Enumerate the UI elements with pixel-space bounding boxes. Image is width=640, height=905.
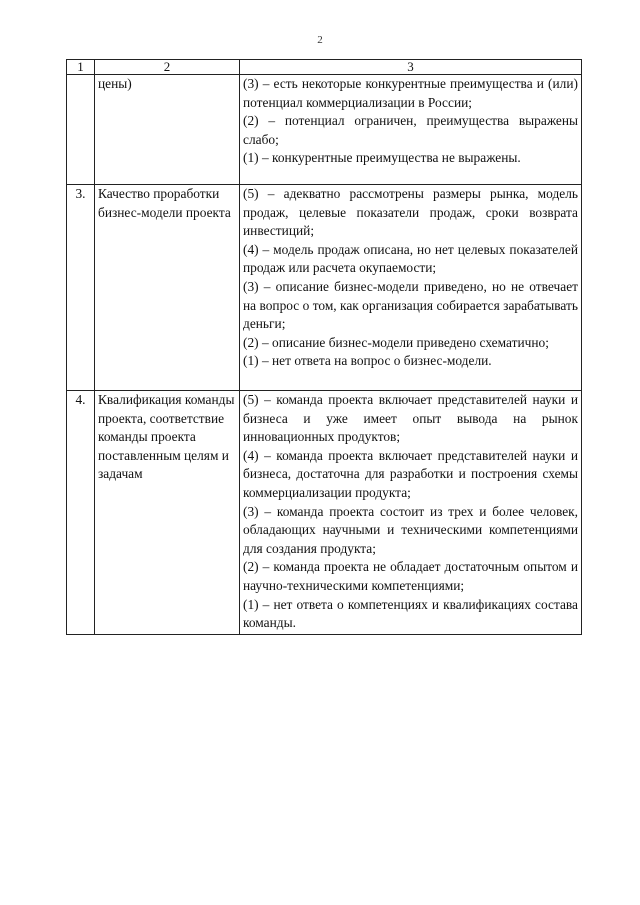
criterion-description bbox=[240, 75, 582, 185]
table-header-row bbox=[67, 60, 582, 75]
score-item: (5) – команда проекта включает представителей науки и бизнеса и уже имеет опыт вывода на рынок инновационных продуктов; bbox=[243, 392, 578, 445]
table-row bbox=[67, 185, 582, 391]
column-header-description: 3 bbox=[240, 60, 582, 75]
score-item: (1) – конкурентные преимущества не выражены. bbox=[243, 150, 521, 166]
score-item: (4) – команда проекта включает представителей науки и бизнеса, достаточна для разработки и построения схемы коммерциализации продукта; bbox=[243, 447, 578, 500]
criterion-name: цены) bbox=[95, 75, 240, 185]
page-number: 2 bbox=[317, 34, 323, 46]
score-item: (2) – команда проекта не обладает достаточным опытом и научно-техническими компетенциями; bbox=[243, 559, 578, 593]
score-item: (3) – команда проекта состоит из трех и более человек, обладающих научными и техническими компетенциями для создания продукта; bbox=[243, 503, 578, 556]
criterion-name: Качество проработки бизнес-модели проекта bbox=[95, 185, 240, 391]
row-number: 3. bbox=[67, 185, 95, 391]
score-item: (1) – нет ответа на вопрос о бизнес-модели. bbox=[243, 353, 492, 369]
row-number bbox=[67, 75, 95, 185]
criterion-name: Квалификация команды проекта, соответствие команды проекта поставленным целям и задачам bbox=[95, 391, 240, 635]
score-item: (5) – адекватно рассмотрены размеры рынка, модель продаж, целевые показатели продаж, сроки возврата инвестиций; bbox=[243, 186, 578, 239]
score-item: (4) – модель продаж описана, но нет целевых показателей продаж или расчета окупаемости; bbox=[243, 241, 578, 276]
score-item: (3) – есть некоторые конкурентные преимущества и (или) потенциал коммерциализации в России; bbox=[243, 76, 578, 110]
score-item: (1) – нет ответа о компетенциях и квалификациях состава команды. bbox=[243, 596, 578, 631]
criterion-description bbox=[240, 391, 582, 635]
column-header-number: 1 bbox=[67, 60, 95, 75]
score-item: (2) – описание бизнес-модели приведено схематично; bbox=[243, 334, 549, 350]
score-item: (2) – потенциал ограничен, преимущества выражены слабо; bbox=[243, 113, 578, 147]
table-row bbox=[67, 75, 582, 185]
row-number: 4. bbox=[67, 391, 95, 635]
column-header-criterion: 2 bbox=[95, 60, 240, 75]
criterion-description bbox=[240, 185, 582, 391]
score-item: (3) – описание бизнес-модели приведено, но не отвечает на вопрос о том, как организация собирается зарабатывать деньги; bbox=[243, 278, 578, 332]
criteria-table bbox=[66, 59, 582, 635]
table-row bbox=[67, 391, 582, 635]
